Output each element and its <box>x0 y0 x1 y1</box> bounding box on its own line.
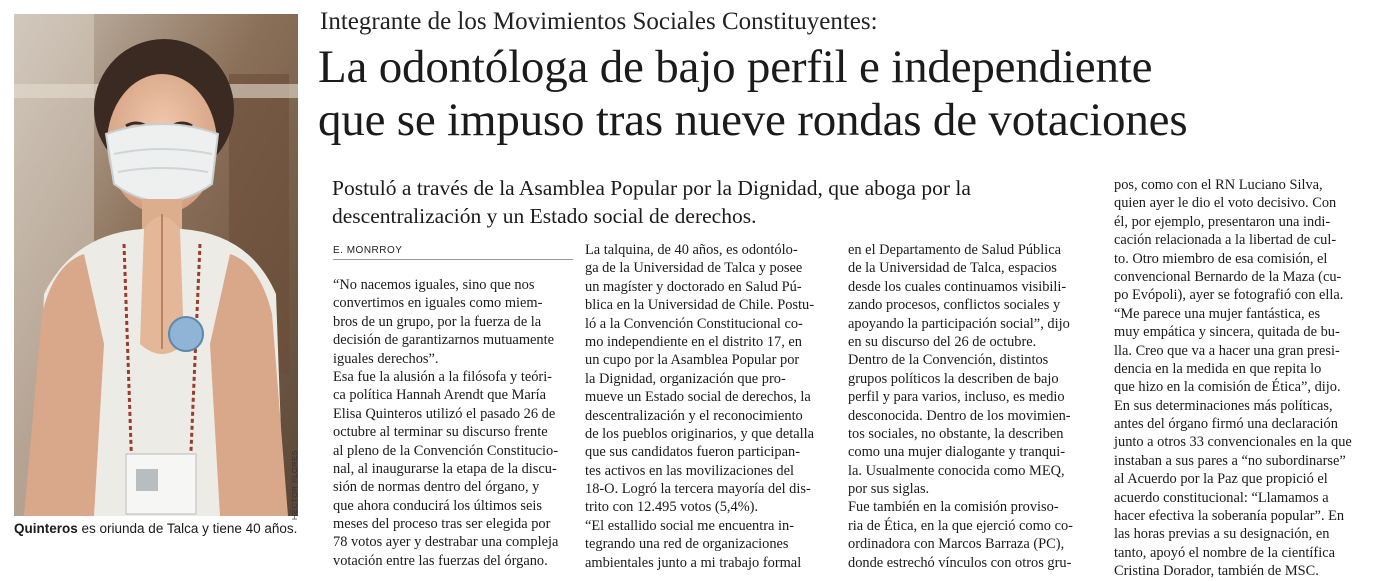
article-line: octubre al terminar su discurso frente <box>333 424 548 441</box>
article-line: acuerdo constitucional: “Llamamos a <box>1114 489 1329 506</box>
article-line: Esa fue la alusión a la filósofa y teóri- <box>333 368 552 385</box>
article-line: Elisa Quinteros utilizó el pasado 26 de <box>333 405 556 422</box>
article-line: mo independiente en el distrito 17, en <box>585 333 803 350</box>
article-column-4 <box>1114 176 1364 581</box>
article-line: trito con 12.495 votos (5,4%). <box>585 499 759 516</box>
article-line: de los pueblos originarios, y que detalla <box>585 425 814 442</box>
headline-line-2: que se impuso tras nueve rondas de votaciones <box>318 94 1188 146</box>
article-line: decisión de garantizarnos mutuamente <box>333 332 554 349</box>
headline <box>318 41 1363 147</box>
article-line: que hizo en la comisión de Ética”, dijo. <box>1114 379 1341 396</box>
article-line: junto a otros 33 convencionales en la que <box>1114 434 1352 451</box>
article-line: por sus siglas. <box>848 481 930 498</box>
subheadline-line-1: Postuló a través de la Asamblea Popular por la Dignidad, que aboga por la <box>332 176 971 200</box>
article-line: ga de la Universidad de Talca y posee <box>585 260 803 277</box>
article-line: meses del proceso tras ser elegida por <box>333 516 551 533</box>
article-line: ordinadora con Marcos Barraza (PC), <box>848 536 1065 553</box>
article-line: perfil y para varios, incluso, es medio <box>848 389 1065 406</box>
article-column-2 <box>585 241 830 572</box>
article-line: él, por ejemplo, presentaron una indi- <box>1114 213 1331 230</box>
headline-line-1: La odontóloga de bajo perfil e independiente <box>318 41 1153 93</box>
article-line: grupos políticos la describen de bajo <box>848 370 1059 387</box>
article-line: como una mujer dialogante y tranqui- <box>848 444 1065 461</box>
byline: E. MONRROY <box>333 245 403 256</box>
subheadline <box>332 174 1102 230</box>
article-line: donde estrechó vínculos con otros gru- <box>848 554 1072 571</box>
article-line: quien ayer le dio el voto decisivo. Con <box>1114 195 1337 212</box>
article-column-3 <box>848 241 1098 572</box>
article-line: Dentro de la Convención, distintos <box>848 352 1049 369</box>
article-line: antes del órgano firmó una declaración <box>1114 416 1338 433</box>
article-line: tes activos en las movilizaciones del <box>585 462 795 479</box>
article-line: sión de normas dentro del órgano, y <box>333 479 540 496</box>
article-line: tos sociales, no obstante, la describen <box>848 425 1064 442</box>
article-line: la. Usualmente conocida como MEQ, <box>848 462 1065 479</box>
article-line: la Dignidad, organización que pro- <box>585 370 786 387</box>
article-line: ca política Hannah Arendt que María <box>333 387 546 404</box>
subheadline-line-2: descentralización y un Estado social de derechos. <box>332 204 757 228</box>
article-line: po Evópoli), ayer se fotografió con ella. <box>1114 287 1344 304</box>
article-line: zando procesos, conflictos sociales y <box>848 297 1061 314</box>
article-line: un cupo por la Asamblea Popular por <box>585 352 800 369</box>
article-line: al pleno de la Convención Constitucio- <box>333 442 559 459</box>
article-line: instaban a sus pares a “no subordinarse” <box>1114 452 1346 469</box>
article-line: “Me parece una mujer fantástica, es <box>1114 305 1321 322</box>
article-line: ria de Ética, en la que ejerció como co- <box>848 517 1073 534</box>
article-line: cación relacionada a la libertad de cul- <box>1114 232 1337 249</box>
article-line: en su discurso del 26 de octubre. <box>848 333 1037 350</box>
article-line: las horas previas a su designación, en <box>1114 526 1330 543</box>
portrait-illustration <box>14 14 298 516</box>
article-line: tegrando una red de organizaciones <box>585 536 789 553</box>
article-line: blica en la Universidad de Chile. Postu- <box>585 297 814 314</box>
caption-text: es oriunda de Talca y tiene 40 años. <box>77 521 298 536</box>
byline-divider <box>333 259 573 260</box>
article-line: “No nacemos iguales, sino que nos <box>333 277 535 293</box>
article-line: en el Departamento de Salud Pública <box>848 242 1061 258</box>
article-line: ló a la Convención Constitucional co- <box>585 315 803 332</box>
article-line: convencional Bernardo de la Maza (cu- <box>1114 268 1342 285</box>
article-column-1 <box>333 276 573 570</box>
article-line: ambientales junto a mi trabajo formal <box>585 554 802 571</box>
photo-caption <box>14 521 314 536</box>
article-line: to. Otro miembro de esa comisión, el <box>1114 250 1328 267</box>
photo-credit: HÉCTOR FLORES <box>290 449 299 520</box>
article-line: La talquina, de 40 años, es odontólo- <box>585 242 798 258</box>
article-line: dencia en la medida en que repita lo <box>1114 360 1322 377</box>
article-line: que ahora conducirá los últimos seis <box>333 497 543 514</box>
article-line: iguales derechos”. <box>333 350 439 367</box>
article-line: Fue también en la comisión proviso- <box>848 499 1059 516</box>
article-line: Cristina Dorador, también de MSC. <box>1114 563 1319 580</box>
article-line: desde los cuales continuamos visibili- <box>848 278 1067 295</box>
kicker: Integrante de los Movimientos Sociales Constituyentes: <box>320 8 878 35</box>
article-line: convertimos en iguales como miem- <box>333 295 543 312</box>
article-line: descentralización y el reconocimiento <box>585 407 803 424</box>
caption-name: Quinteros <box>14 521 78 536</box>
article-line: muy empática y sincera, quitada de bu- <box>1114 324 1340 341</box>
article-line: tanto, apoyó el nombre de la científica <box>1114 544 1335 561</box>
article-line: desconocida. Dentro de los movimien- <box>848 407 1071 424</box>
article-line: 78 votos ayer y destrabar una compleja <box>333 534 559 551</box>
article-line: votación entre las fuerzas del órgano. <box>333 552 548 569</box>
article-line: En sus determinaciones más políticas, <box>1114 397 1333 414</box>
article-line: nal, al inaugurarse la etapa de la discu- <box>333 460 557 477</box>
article-line: al Acuerdo por la Paz que propició el <box>1114 471 1328 488</box>
article-line: hacer efectiva la soberanía popular”. En <box>1114 508 1345 525</box>
article-line: apoyando la participación social”, dijo <box>848 315 1070 332</box>
article-line: 18-O. Logró la tercera mayoría del dis- <box>585 481 811 498</box>
article-line: pos, como con el RN Luciano Silva, <box>1114 177 1323 193</box>
article-line: que sus candidatos fueron participan- <box>585 444 800 461</box>
article-line: de la Universidad de Talca, espacios <box>848 260 1057 277</box>
article-line: un magíster y doctorado en Salud Pú- <box>585 278 802 295</box>
article-line: mueve un Estado social de derechos, la <box>585 389 811 406</box>
portrait-photo <box>14 14 298 516</box>
article-line: “El estallido social me encuentra in- <box>585 517 794 534</box>
article-line: lla. Creo que va a hacer una gran presi- <box>1114 342 1340 359</box>
article-line: bros de un grupo, por la fuerza de la <box>333 313 542 330</box>
